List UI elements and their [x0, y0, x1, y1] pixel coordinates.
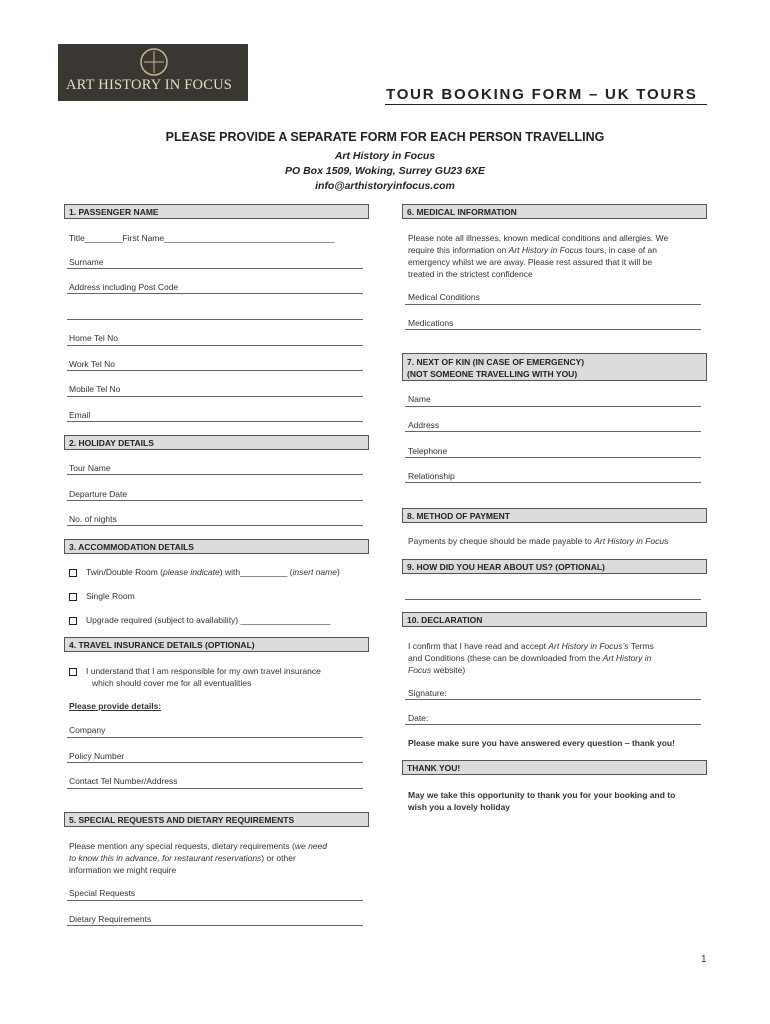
section-accommodation: 3. ACCOMMODATION DETAILS — [64, 539, 369, 554]
decl-3a: Focus — [408, 665, 432, 675]
med-text-2a: require this information on — [408, 245, 509, 255]
twin-room-checkbox[interactable] — [69, 569, 77, 577]
payment-note-a: Payments by cheque should be made payable to — [408, 536, 595, 546]
contact-field[interactable] — [67, 788, 363, 789]
medical-paragraph — [408, 232, 704, 280]
upgrade-option[interactable] — [69, 615, 330, 625]
sr-text-2a: to know this in advance, for restaurant reservations — [69, 853, 262, 863]
contact-label: Contact Tel Number/Address — [69, 776, 178, 786]
med-text-1: Please note all illnesses, known medical conditions and allergies. We — [408, 233, 669, 243]
section-medical-info: 6. MEDICAL INFORMATION — [402, 204, 707, 219]
twin-text-b: please indicate — [163, 567, 220, 577]
decl-3b: website) — [431, 665, 466, 675]
address-label: Address including Post Code — [69, 282, 179, 292]
special-requests-paragraph — [69, 840, 369, 876]
twin-text-e: ) — [336, 567, 340, 577]
nights-label: No. of nights — [69, 514, 117, 524]
twin-text-d: insert name — [292, 567, 337, 577]
company-label: Company — [69, 725, 106, 735]
nights-field[interactable] — [67, 525, 363, 526]
title-first-name-field[interactable]: Title________First Name____________________________________ — [69, 233, 335, 243]
decl-1c: Terms — [628, 641, 654, 651]
how-heard-field[interactable] — [405, 599, 701, 600]
date-field[interactable] — [405, 724, 701, 725]
section-travel-insurance: 4. TRAVEL INSURANCE DETAILS (OPTIONAL) — [64, 637, 369, 652]
org-name: Art History in Focus — [334, 150, 436, 162]
insurance-checkbox[interactable] — [69, 668, 77, 676]
sr-text-1b: we need — [294, 841, 327, 851]
dietary-label: Dietary Requirements — [69, 914, 152, 924]
nok-address-label: Address — [408, 420, 440, 430]
departure-date-label: Departure Date — [69, 489, 128, 499]
company-field[interactable] — [67, 737, 363, 738]
sr-text-2b: ) or other — [261, 853, 296, 863]
decl-2b: Art History in — [602, 653, 652, 663]
signature-label: Signature: — [408, 688, 447, 698]
single-room-option[interactable] — [69, 591, 135, 601]
section-declaration: 10. DECLARATION — [402, 612, 707, 627]
email-label: Email — [69, 410, 91, 420]
special-requests-field[interactable] — [67, 900, 363, 901]
decl-1a: I confirm that I have read and accept — [408, 641, 549, 651]
nok-name-label: Name — [408, 394, 431, 404]
thank-you-paragraph — [408, 789, 704, 813]
insurance-agree-option[interactable] — [69, 666, 321, 676]
dietary-field[interactable] — [67, 925, 363, 926]
declaration-paragraph — [408, 640, 704, 676]
nok-name-field[interactable] — [405, 406, 701, 407]
thanks-text-1: May we take this opportunity to thank you for your booking and to — [408, 790, 676, 800]
twin-text-c: ) with__________ ( — [219, 567, 293, 577]
page-number: 1 — [701, 954, 707, 965]
med-text-3: emergency whilst we are away. Please rest assured that it will be — [408, 257, 653, 267]
surname-label: Surname — [69, 257, 104, 267]
thanks-text-2: wish you a lovely holiday — [408, 802, 511, 812]
section-payment: 8. METHOD OF PAYMENT — [402, 508, 707, 523]
medications-field[interactable] — [405, 329, 701, 330]
work-tel-field[interactable] — [67, 370, 363, 371]
med-text-2c: tours, in case of an — [582, 245, 657, 255]
address-field[interactable] — [67, 293, 363, 294]
signature-field[interactable] — [405, 699, 701, 700]
surname-field[interactable] — [67, 268, 363, 269]
upgrade-label: Upgrade required (subject to availability) ___________________ — [86, 615, 331, 625]
decl-1b: Art History in Focus’s — [548, 641, 629, 651]
twin-text-a: Twin/Double Room ( — [86, 567, 164, 577]
home-tel-field[interactable] — [67, 345, 363, 346]
section-how-heard: 9. HOW DID YOU HEAR ABOUT US? (OPTIONAL) — [402, 559, 707, 574]
logo — [58, 44, 248, 101]
sr-text-3: information we might require — [69, 865, 177, 875]
insurance-agree-text: I understand that I am responsible for my own travel insurance — [86, 666, 321, 676]
subtitle: PLEASE PROVIDE A SEPARATE FORM FOR EACH PERSON TRAVELLING — [165, 130, 605, 144]
single-room-label: Single Room — [86, 591, 135, 601]
med-text-2b: Art History in Focus — [508, 245, 583, 255]
reminder-text: Please make sure you have answered every question – thank you! — [408, 738, 675, 748]
nok-heading-1: 7. NEXT OF KIN (IN CASE OF EMERGENCY) — [407, 357, 585, 367]
single-room-checkbox[interactable] — [69, 593, 77, 601]
work-tel-label: Work Tel No — [69, 359, 115, 369]
email-field[interactable] — [67, 421, 363, 422]
medical-conditions-label: Medical Conditions — [408, 292, 480, 302]
nok-telephone-field[interactable] — [405, 457, 701, 458]
home-tel-label: Home Tel No — [69, 333, 118, 343]
org-address: PO Box 1509, Woking, Surrey GU23 6XE — [285, 165, 485, 177]
section-special-requests: 5. SPECIAL REQUESTS AND DIETARY REQUIREMENTS — [64, 812, 369, 827]
date-label: Date: — [408, 713, 429, 723]
section-thank-you: THANK YOU! — [402, 760, 707, 775]
tour-name-label: Tour Name — [69, 463, 111, 473]
section-holiday-details: 2. HOLIDAY DETAILS — [64, 435, 369, 450]
medications-label: Medications — [408, 318, 454, 328]
title-underline — [385, 104, 707, 105]
section-next-of-kin — [402, 353, 707, 381]
medical-conditions-field[interactable] — [405, 304, 701, 305]
tour-name-field[interactable] — [67, 474, 363, 475]
nok-relationship-field[interactable] — [405, 482, 701, 483]
twin-room-option[interactable] — [69, 567, 340, 577]
logo-emblem-icon — [136, 46, 172, 78]
upgrade-checkbox[interactable] — [69, 617, 77, 625]
payment-note — [408, 536, 668, 546]
departure-date-field[interactable] — [67, 500, 363, 501]
decl-2a: and Conditions (these can be downloaded from the — [408, 653, 603, 663]
provide-details-label: Please provide details: — [69, 701, 162, 711]
nok-address-field[interactable] — [405, 431, 701, 432]
logo-text: ART HISTORY IN FOCUS — [66, 77, 233, 93]
mobile-tel-label: Mobile Tel No — [69, 384, 121, 394]
med-text-4: treated in the strictest confidence — [408, 269, 533, 279]
nok-heading-2: (NOT SOMEONE TRAVELLING WITH YOU) — [407, 369, 578, 379]
page-title: TOUR BOOKING FORM – UK TOURS — [386, 86, 698, 103]
policy-number-label: Policy Number — [69, 751, 125, 761]
nok-telephone-label: Telephone — [408, 446, 448, 456]
mobile-tel-field[interactable] — [67, 396, 363, 397]
insurance-agree-text-2: which should cover me for all eventualities — [92, 678, 252, 688]
section-passenger-name: 1. PASSENGER NAME — [64, 204, 369, 219]
org-email: info@arthistoryinfocus.com — [315, 180, 455, 192]
policy-number-field[interactable] — [67, 762, 363, 763]
sr-text-1a: Please mention any special requests, dietary requirements ( — [69, 841, 295, 851]
nok-relationship-label: Relationship — [408, 471, 455, 481]
payment-note-b: Art History in Focus — [594, 536, 669, 546]
address-field-2[interactable] — [67, 319, 363, 320]
special-requests-label: Special Requests — [69, 888, 136, 898]
